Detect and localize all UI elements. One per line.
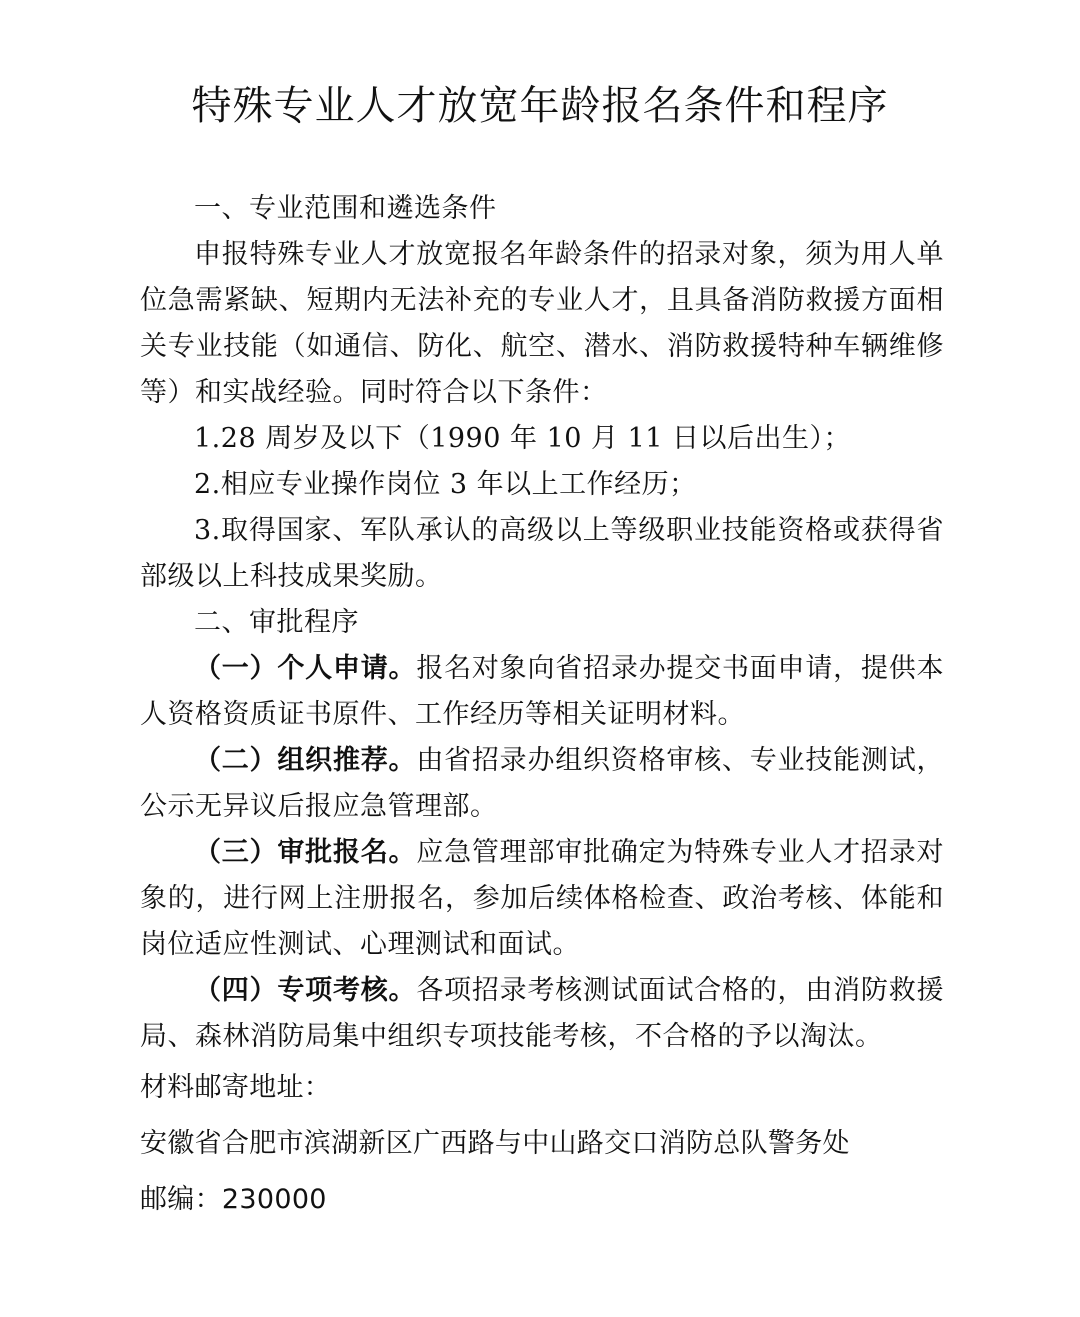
- step-4-text: 各项招录考核测试面试合格的，由消防救援局、森林消防局集中组织专项技能考核，不合格的予以淘汰。: [140, 975, 945, 1052]
- step-1: [140, 646, 944, 738]
- section-1-heading: 一、专业范围和遴选条件: [194, 193, 497, 224]
- section-1-intro: 申报特殊专业人才放宽报名年龄条件的招录对象，须为用人单位急需紧缺、短期内无法补充的专业人才，且具备消防救援方面相关专业技能（如通信、防化、航空、潜水、消防救援特种车辆维修等）和实战经验。同时符合以下条件：: [140, 239, 944, 408]
- step-1-text: 报名对象向省招录办提交书面申请，提供本人资格资质证书原件、工作经历等相关证明材料。: [140, 653, 945, 730]
- condition-2: 2.相应专业操作岗位 3 年以上工作经历；: [194, 469, 697, 500]
- step-2: [140, 738, 944, 830]
- mailing-info: [140, 1060, 960, 1228]
- step-1-label: （一）个人申请。: [194, 653, 417, 684]
- step-3-text: 应急管理部审批确定为特殊专业人才招录对象的，进行网上注册报名，参加后续体格检查、政治考核、体能和岗位适应性测试、心理测试和面试。: [140, 837, 945, 960]
- document-body: [140, 186, 944, 1060]
- condition-1: 1.28 周岁及以下（1990 年 10 月 11 日以后出生）；: [194, 423, 852, 454]
- mailing-postcode: 邮编：230000: [140, 1184, 327, 1215]
- mailing-address: 安徽省合肥市滨湖新区广西路与中山路交口消防总队警务处: [140, 1128, 850, 1159]
- step-3-label: （三）审批报名。: [194, 837, 417, 868]
- step-3: [140, 830, 944, 968]
- section-2-heading: 二、审批程序: [194, 607, 359, 638]
- mailing-label: 材料邮寄地址：: [140, 1072, 332, 1103]
- condition-3: 3.取得国家、军队承认的高级以上等级职业技能资格或获得省部级以上科技成果奖励。: [140, 515, 944, 592]
- step-2-text: 由省招录办组织资格审核、专业技能测试，公示无异议后报应急管理部。: [140, 745, 945, 822]
- document-title: 特殊专业人才放宽年龄报名条件和程序: [191, 83, 889, 129]
- step-4-label: （四）专项考核。: [194, 975, 417, 1006]
- step-2-label: （二）组织推荐。: [194, 745, 417, 776]
- step-4: [140, 968, 944, 1060]
